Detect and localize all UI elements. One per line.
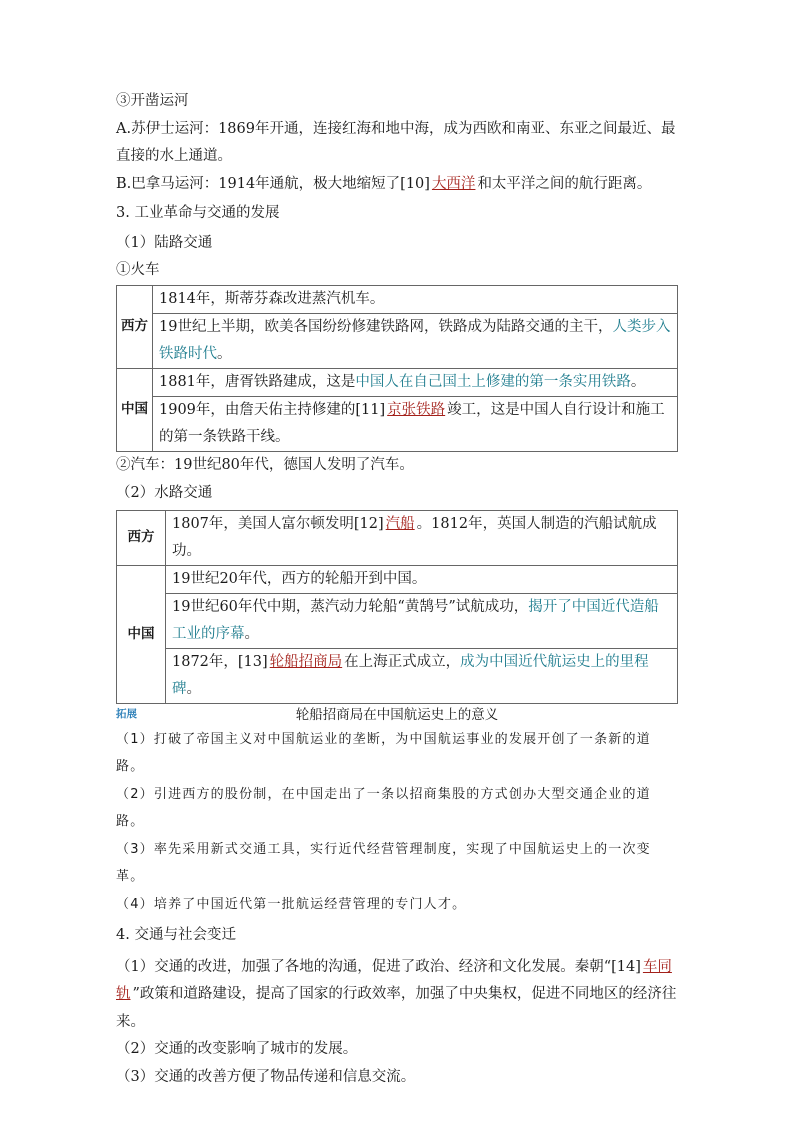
extension-tag: 拓展: [116, 707, 137, 720]
ship-china-row-3-text: 1872年，[13]: [172, 653, 268, 670]
section-4-title: 4. 交通与社会变迁: [116, 927, 236, 943]
milestone-highlight: 成为中国近代航运史上的里程碑: [172, 653, 649, 697]
rail-era-highlight: 人类步入铁路时代: [159, 318, 671, 362]
rail-west-row-2-end: 。: [217, 345, 232, 362]
section-4-paragraph-3: （3）交通的改善方便了物品传递和信息交流。: [116, 1068, 416, 1085]
canal-heading: ③开凿运河: [116, 93, 189, 109]
car-line: ②汽车：19世纪80年代，德国人发明了汽车。: [116, 456, 414, 473]
extension-item: （4）培养了中国近代第一批航运经营管理的专门人才。: [116, 896, 467, 912]
rail-china-row-1-text: 1881年，唐胥铁路建成，这是: [159, 373, 356, 390]
rail-west-row-2: [153, 313, 678, 368]
extension-item: （3）率先采用新式交通工具，实行近代经营管理制度，实现了中国航运史上的一次变革。: [116, 841, 651, 884]
rail-china-row-2-end: 竣工，这是中国人自行设计和施工的第一条铁路干线。: [159, 401, 665, 445]
rail-west-row-2-text: 19世纪上半期，欧美各国纷纷修建铁路网，铁路成为陆路交通的主干，: [159, 318, 613, 335]
extension-header: [116, 704, 678, 726]
s4-p1-end: ”政策和道路建设，提高了国家的行政效率，加强了中央集权，促进不同地区的经济往来。: [116, 986, 677, 1030]
s4-p1-text: （1）交通的改进，加强了各地的沟通，促进了政治、经济和文化发展。秦朝“[14]: [116, 958, 641, 975]
rail-west-label: 西方: [117, 285, 153, 368]
ship-west-row-1-end: 。1812年，英国人制造的汽船试航成功。: [172, 515, 657, 559]
section-4-paragraph-1: [116, 954, 678, 1037]
section-3-title: 3. 工业革命与交通的发展: [116, 205, 280, 221]
rail-china-row-1-end: 。: [630, 373, 646, 390]
ship-china-row-2-end: 。: [244, 625, 259, 642]
blank-11-answer: 京张铁路: [387, 401, 446, 418]
extension-item: （2）引进西方的股份制，在中国走出了一条以招商集股的方式创办大型交通企业的道路。: [116, 786, 651, 829]
panama-text-end: 和太平洋之间的航行距离。: [477, 175, 652, 192]
blank-12-answer: 汽船: [385, 515, 415, 532]
shipping-table: [116, 510, 678, 704]
rail-china-row-1: [153, 368, 678, 396]
panama-canal-text: [116, 171, 678, 199]
section-4-paragraph-2: （2）交通的改变影响了城市的发展。: [116, 1041, 358, 1057]
rail-china-row-2-text: 1909年，由詹天佑主持修建的[11]: [159, 401, 386, 418]
rail-china-row-2: [153, 396, 678, 451]
railway-table: [116, 285, 678, 452]
extension-title: 轮船招商局在中国航运史上的意义: [295, 706, 499, 723]
extension-item: （1）打破了帝国主义对中国航运业的垄断，为中国航运事业的发展开创了一条新的道路。: [116, 731, 651, 774]
huanghu-highlight: 揭开了中国近代造船工业的序幕: [172, 598, 659, 642]
ship-west-row-1: [166, 510, 678, 565]
ship-west-row-1-text: 1807年，美国人富尔顿发明[12]: [172, 515, 384, 532]
blank-14-answer: 车同轨: [116, 958, 672, 1002]
rail-china-label: 中国: [117, 368, 153, 451]
land-transport-title: （1）陆路交通: [116, 234, 213, 251]
ship-china-row-3: [166, 648, 678, 703]
water-transport-title: （2）水路交通: [116, 485, 213, 501]
train-title: ①火车: [116, 262, 160, 278]
ship-west-label: 西方: [117, 510, 166, 565]
ship-china-row-1: 19世纪20年代，西方的轮船开到中国。: [166, 565, 678, 593]
blank-10-answer: 大西洋: [431, 175, 476, 192]
ship-china-row-3-mid: 在上海正式成立，: [344, 653, 461, 670]
tangxu-railway-highlight: 中国人在自己国土上修建的第一条实用铁路: [355, 373, 631, 390]
document-page: [116, 88, 678, 1091]
ship-china-row-3-end: 。: [186, 680, 201, 697]
rail-west-row-1: 1814年，斯蒂芬森改进蒸汽机车。: [153, 285, 678, 313]
ship-china-row-2: [166, 593, 678, 648]
ship-china-row-2-text: 19世纪60年代中期，蒸汽动力轮船“黄鹄号”试航成功，: [172, 598, 529, 615]
panama-text-start: B.巴拿马运河：1914年通航，极大地缩短了[10]: [116, 175, 430, 192]
blank-13-answer: 轮船招商局: [269, 653, 343, 670]
suez-canal-text: A.苏伊士运河：1869年开通，连接红海和地中海，成为西欧和南亚、东亚之间最近、最直接的水上通道。: [116, 120, 676, 164]
ship-china-label: 中国: [117, 565, 166, 703]
